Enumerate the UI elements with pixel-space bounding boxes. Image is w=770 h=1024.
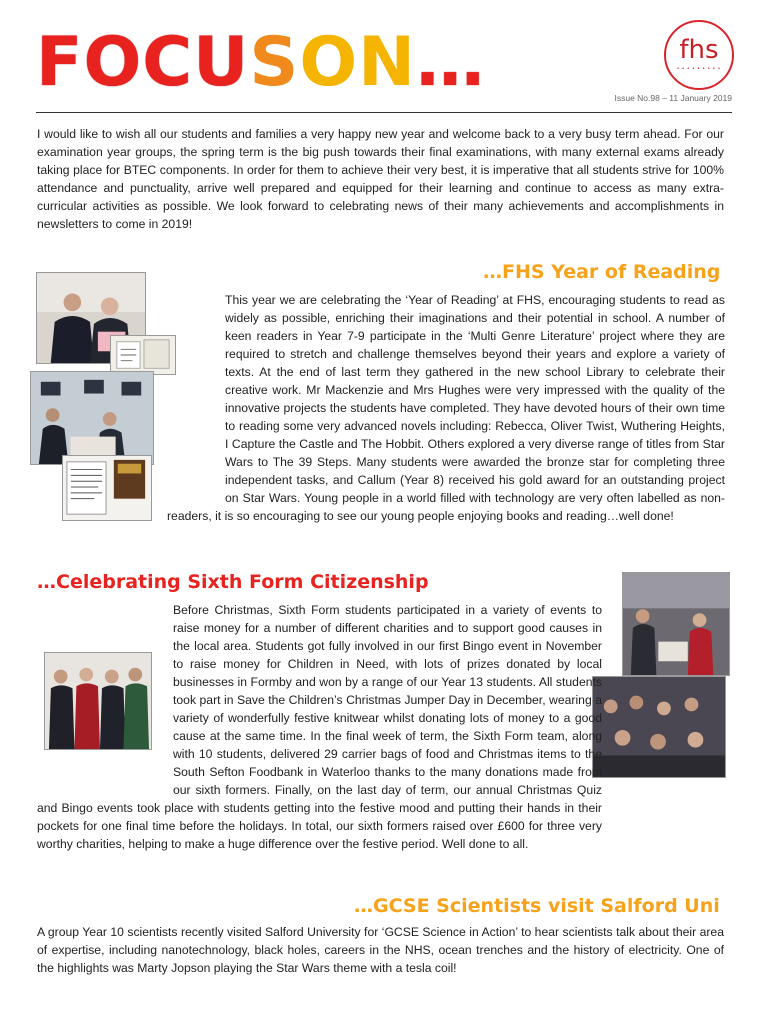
intro-paragraph: I would like to wish all our students and families a very happy new year and welcome back to a very busy term ahead. For our examination year groups, the spring term is the big push towards their final examinations, with many external exams already taking place for BTEC components. In order for them to achieve their very best, it is imperative that all students strive for 100% attendance and punctuality, arrive well prepared and equipped for their learning and continue to access as many extra-curricular activities as possible. We look forward to celebrating news of their many achievements and accomplishments in newsletters to come in 2019! [37,127,724,231]
sixth-form-photo-bingo [622,572,730,676]
title-part-4: … [416,23,486,102]
sixth-form-heading: …Celebrating Sixth Form Citizenship [37,571,429,593]
gcse-paragraph: A group Year 10 scientists recently visited Salford University for ‘GCSE Science in Action’ to hear scientists talk about their area of expertise, including nanotechnology, black holes, careers in the NHS, ocean trenches and the history of electricity. One of the highlights was Marty Jopson playing the Star Wars theme with a tesla coil! [37,925,724,975]
reading-photo-library [30,371,154,465]
reading-article [167,291,725,525]
newsletter-title [36,24,485,102]
masthead [36,24,485,102]
sixth-form-photo-quiz [592,676,726,778]
sixth-form-article [37,601,602,853]
title-part-1: FOCU [36,23,250,102]
reading-heading: …FHS Year of Reading [483,261,721,283]
masthead-divider [36,112,732,113]
reading-photo-books [62,455,152,521]
logo-text: fhs [679,35,719,65]
title-part-3: ON [299,23,417,102]
issue-info: Issue No.98 – 11 January 2019 [614,93,732,103]
school-logo [664,20,734,90]
logo-dots: • • • • • • • • • [677,66,721,72]
title-part-2: S [249,23,300,102]
reading-paragraph: This year we are celebrating the ‘Year of Reading’ at FHS, encouraging students to read as widely as possible, enriching their imaginations and their potential in school. A number of keen readers in Year 7-9 participate in the ‘Multi Genre Literature’ project where they are required to stretch and challenge themselves beyond their years and explore a variety of texts. At the end of last term they gathered in the new school Library to celebrate their creative work. Mr Mackenzie and Mrs Hughes were very impressed with the quality of the innovative projects the students have completed. They have devoted hours of their own time to reading some very advanced novels including: Rebecca, Oliver Twist, Wuthering Heights, I Capture the Castle and The Hobbit. Others explored a very diverse range of titles from Star Wars to The 39 Steps. Many students were awarded the bronze star for completing three independent tasks, and Callum (Year 8) received his gold award for an outstanding project on Star Wars. Young people in a world filled with technology are very often labelled as non-readers, it is so encouraging to see our young people enjoying books and reading…well done! [167,293,725,523]
gcse-heading: …GCSE Scientists visit Salford Uni [354,895,720,917]
sixth-form-paragraph: Before Christmas, Sixth Form students participated in a variety of events to raise money for a number of different charities and to support good causes in the local area. Students got fully involved in our first Bingo event in November to raise money for Children in Need, with lots of prizes donated by local businesses in Formby and won by a range of our Year 13 students. All students took part in Save the Children’s Christmas Jumper Day in December, wearing a variety of wonderfully festive knitwear whilst donating lots of money to a good cause at the same time. In the final week of term, the Sixth Form team, along with 10 students, delivered 29 carrier bags of food and Christmas items to the South Sefton Foodbank in Waterloo thanks to the many donations made from our sixth formers. Finally, on the last day of term, our annual Christmas Quiz and Bingo events took place with students getting into the festive mood and putting their hands in their pockets for one final time before the holidays. In total, our sixth formers raised over £600 for three very worthy charities, helping to make a huge difference over the festive period. Well done to all. [37,603,602,851]
